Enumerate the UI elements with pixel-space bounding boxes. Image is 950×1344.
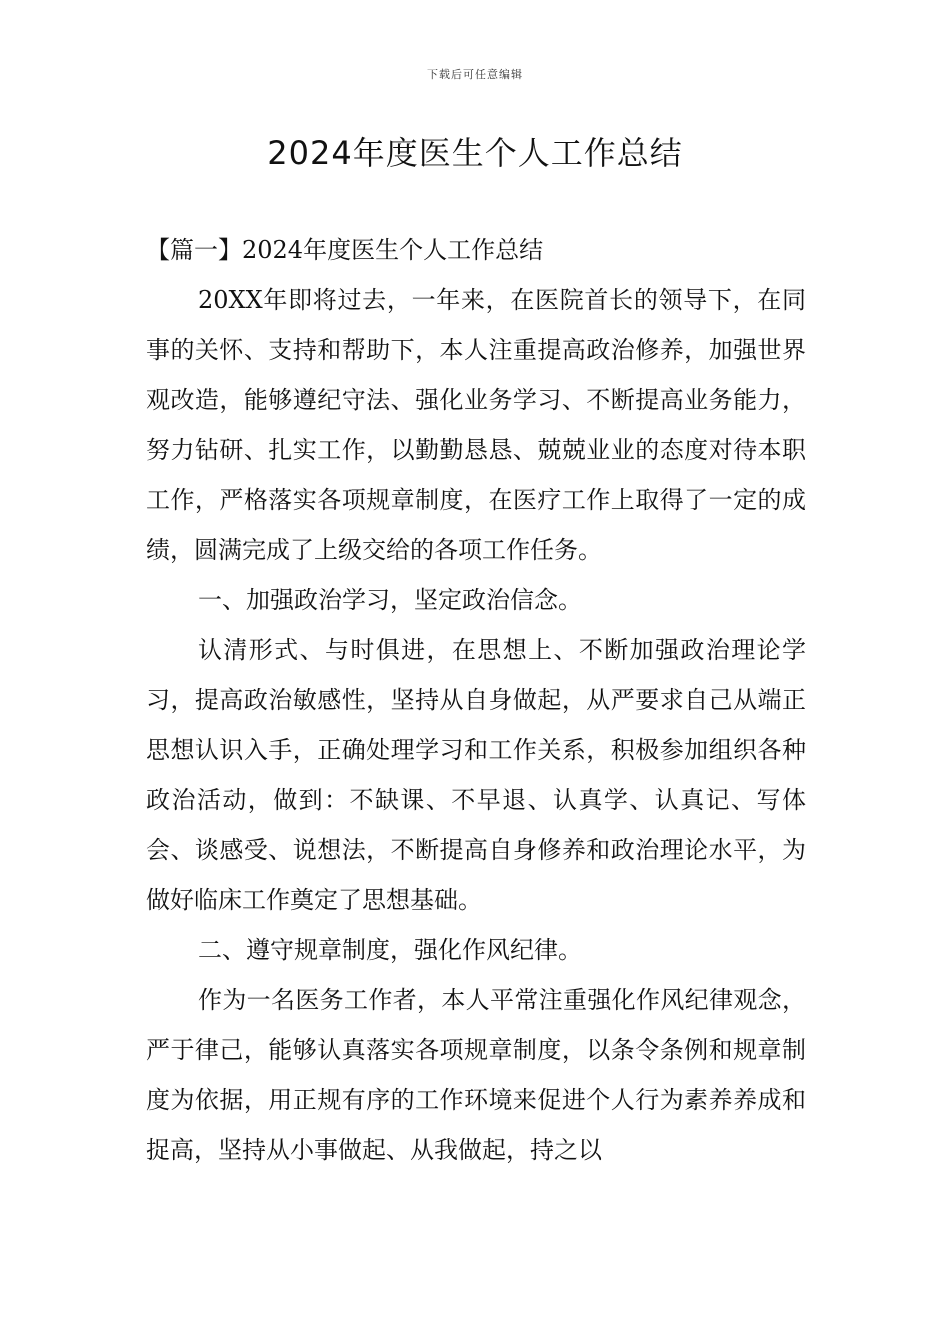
document-body [146,225,806,1175]
subheading-political-study: 一、加强政治学习，坚定政治信念。 [198,586,582,614]
paragraph-rules-discipline: 作为一名医务工作者，本人平常注重强化作风纪律观念，严于律己，能够认真落实各项规章制度，以条令条例和规章制度为依据，用正规有序的工作环境来促进个人行为素养养成和捉高，坚持从小事做起、从我做起，持之以 [146,986,806,1164]
document-title: 2024年度医生个人工作总结 [267,134,683,172]
section-heading: 【篇一】2024年度医生个人工作总结 [146,236,544,264]
page-header-note: 下载后可任意编辑 [427,68,523,81]
paragraph-political-study: 认清形式、与时俱进，在思想上、不断加强政治理论学习，提高政治敏感性，坚持从自身做起，从严要求自己从端正思想认识入手，正确处理学习和工作关系，积极参加组织各种政治活动，做到：不缺课、不早退、认真学、认真记、写体会、谈感受、说想法，不断提高自身修养和政治理论水平，为做好临床工作奠定了思想基础。 [146,636,806,914]
subheading-rules-discipline: 二、遵守规章制度，强化作风纪律。 [198,936,582,964]
paragraph-intro: 20XX年即将过去，一年来，在医院首长的领导下，在同事的关怀、支持和帮助下，本人注重提高政治修养，加强世界观改造，能够遵纪守法、强化业务学习、不断提高业务能力，努力钻研、扎实工作，以勤勤恳恳、兢兢业业的态度对待本职工作，严格落实各项规章制度，在医疗工作上取得了一定的成绩，圆满完成了上级交给的各项工作任务。 [146,286,806,564]
